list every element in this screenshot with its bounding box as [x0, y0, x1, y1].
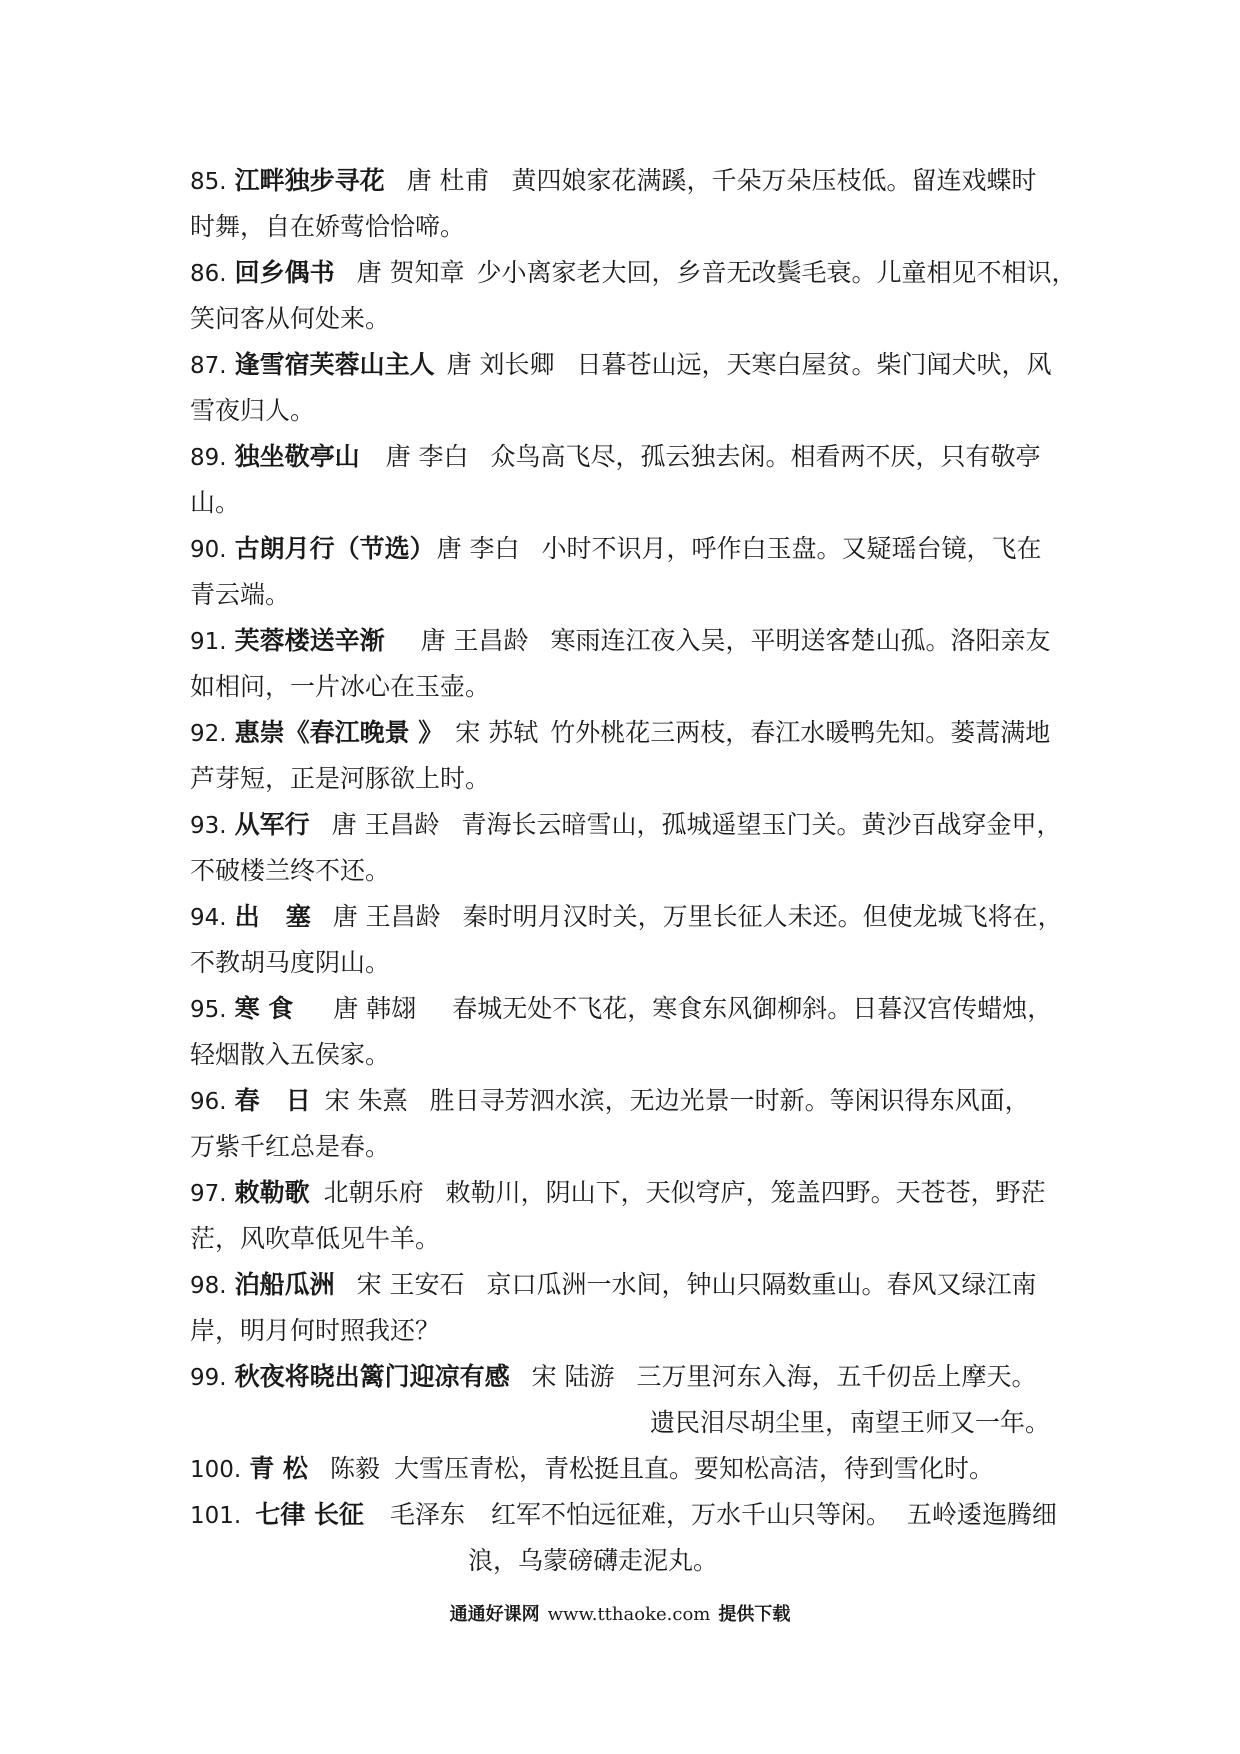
list-item-continuation [190, 1308, 1060, 1354]
poem-text: 春城无处不飞花，寒食东风御柳斜。日暮汉宫传蜡烛， [452, 994, 1053, 1023]
poem-author: 宋 朱熹 [324, 1086, 408, 1115]
list-item [190, 1078, 1060, 1124]
poem-text: 轻烟散入五侯家。 [190, 1040, 391, 1069]
poem-text: 敕勒川，阴山下，天似穹庐，笼盖四野。天苍苍，野茫 [445, 1178, 1046, 1207]
poem-author: 唐 李白 [385, 442, 469, 471]
entry-number: 85. [190, 169, 227, 195]
poem-author: 唐 刘长卿 [446, 350, 555, 379]
list-item [190, 1446, 1060, 1492]
poem-text: 众鸟高飞尽，孤云独去闲。相看两不厌，只有敬亭 [490, 442, 1041, 471]
list-item-continuation [190, 1400, 1060, 1446]
entry-number: 96. [190, 1089, 227, 1115]
list-item [190, 1262, 1060, 1308]
poem-title: 七律 长征 [255, 1500, 364, 1529]
list-item-continuation [190, 480, 1060, 526]
poem-title: 出 塞 [234, 902, 311, 931]
entry-number: 100. [190, 1457, 242, 1483]
poem-list [190, 158, 1077, 1584]
poem-text: 三万里河东入海，五千仞岳上摩天。 [636, 1362, 1037, 1391]
entry-number: 98. [190, 1273, 227, 1299]
entry-number: 86. [190, 261, 227, 287]
entry-number: 92. [190, 721, 227, 747]
poem-title: 芙蓉楼送辛渐 [234, 626, 385, 655]
poem-text: 遗民泪尽胡尘里，南望王师又一年。 [649, 1408, 1050, 1437]
poem-text: 京口瓜洲一水间，钟山只隔数重山。春风又绿江南 [486, 1270, 1037, 1299]
list-item [190, 1492, 1060, 1538]
poem-text: 万紫千红总是春。 [190, 1132, 391, 1161]
poem-text: 茫，风吹草低见牛羊。 [190, 1224, 441, 1253]
poem-text: 青云端。 [190, 580, 291, 609]
list-item [190, 342, 1060, 388]
list-item [190, 986, 1060, 1032]
entry-number: 87. [190, 353, 227, 379]
poem-author: 唐 韩翃 [333, 994, 417, 1023]
list-item [190, 618, 1060, 664]
list-item-continuation [190, 1124, 1060, 1170]
poem-text: 少小离家老大回，乡音无改鬓毛衰。儿童相见不相识， [476, 258, 1077, 287]
poem-title: 惠崇《春江晚景 》 [234, 718, 444, 747]
poem-title: 回乡偶书 [234, 258, 335, 287]
poem-title: 寒 食 [234, 994, 294, 1023]
poem-text: 雪夜归人。 [190, 396, 316, 425]
poem-author: 唐 王昌龄 [331, 810, 440, 839]
poem-text: 山。 [190, 488, 241, 517]
entry-number: 91. [190, 629, 227, 655]
list-item [190, 1170, 1060, 1216]
footer-url: www.tthaoke.com [547, 1604, 711, 1625]
poem-text: 日暮苍山远，天寒白屋贫。柴门闻犬吠，风 [576, 350, 1052, 379]
list-item [190, 802, 1060, 848]
poem-title: 青 松 [249, 1454, 308, 1483]
entry-number: 99. [190, 1365, 227, 1391]
list-item-continuation [190, 1538, 1060, 1584]
poem-text: 如相问，一片冰心在玉壶。 [190, 672, 491, 701]
poem-author: 唐 李白 [436, 534, 520, 563]
list-item-continuation [190, 664, 1060, 710]
poem-text: 黄四娘家花满蹊，千朵万朵压枝低。留连戏蝶时 [511, 166, 1037, 195]
list-item-continuation [190, 204, 1060, 250]
poem-text: 浪，乌蒙磅礴走泥丸。 [468, 1546, 719, 1575]
poem-title: 从军行 [234, 810, 310, 839]
poem-author: 宋 王安石 [356, 1270, 465, 1299]
poem-author: 唐 王昌龄 [420, 626, 529, 655]
poem-title: 泊船瓜洲 [234, 1270, 335, 1299]
poem-title: 逢雪宿芙蓉山主人 [234, 350, 435, 379]
poem-text: 青海长云暗雪山，孤城遥望玉门关。黄沙百战穿金甲， [461, 810, 1062, 839]
poem-title: 秋夜将晓出篱门迎凉有感 [234, 1362, 510, 1391]
poem-text: 岸，明月何时照我还？ [190, 1316, 441, 1345]
poem-text: 大雪压青松，青松挺且直。要知松高洁，待到雪化时。 [393, 1454, 994, 1483]
poem-text: 时舞，自在娇莺恰恰啼。 [190, 212, 466, 241]
poem-author: 宋 苏轼 [455, 718, 539, 747]
poem-text: 芦芽短，正是河豚欲上时。 [190, 764, 491, 793]
poem-text: 不教胡马度阴山。 [190, 948, 391, 977]
poem-author: 唐 贺知章 [356, 258, 465, 287]
list-item [190, 158, 1060, 204]
list-item [190, 526, 1060, 572]
poem-title: 独坐敬亭山 [234, 442, 360, 471]
entry-number: 89. [190, 445, 227, 471]
footer-site-name: 通通好课网 [449, 1604, 540, 1625]
poem-author: 宋 陆游 [531, 1362, 615, 1391]
poem-author: 唐 王昌龄 [332, 902, 441, 931]
entry-number: 90. [190, 537, 227, 563]
poem-author: 陈毅 [329, 1454, 380, 1483]
entry-number: 93. [190, 813, 227, 839]
list-item-continuation [190, 1216, 1060, 1262]
poem-title: 春 日 [234, 1086, 311, 1115]
list-item-continuation [190, 940, 1060, 986]
entry-number: 95. [190, 997, 227, 1023]
list-item [190, 1354, 1060, 1400]
poem-author: 唐 杜甫 [406, 166, 490, 195]
page-footer [0, 1600, 1240, 1626]
poem-text: 不破楼兰终不还。 [190, 856, 391, 885]
poem-text: 小时不识月，呼作白玉盘。又疑瑶台镜，飞在 [541, 534, 1042, 563]
list-item [190, 250, 1077, 296]
list-item-continuation [190, 1032, 1060, 1078]
poem-title: 古朗月行（节选） [234, 534, 435, 563]
list-item-continuation [190, 388, 1060, 434]
poem-title: 江畔独步寻花 [234, 166, 385, 195]
entry-number: 101. [190, 1503, 242, 1529]
poem-text: 秦时明月汉时关，万里长征人未还。但使龙城飞将在， [462, 902, 1063, 931]
poem-text: 红军不怕远征难，万水千山只等闲。 五岭逶迤腾细 [490, 1500, 1057, 1529]
list-item-continuation [190, 756, 1060, 802]
entry-number: 97. [190, 1181, 227, 1207]
list-item [190, 894, 1063, 940]
footer-note: 提供下载 [718, 1604, 791, 1625]
list-item-continuation [190, 296, 1060, 342]
poem-author: 毛泽东 [389, 1500, 465, 1529]
poem-text: 笑问客从何处来。 [190, 304, 391, 333]
poem-text: 胜日寻芳泗水滨，无边光景一时新。等闲识得东风面， [429, 1086, 1030, 1115]
poem-text: 竹外桃花三两枝，春江水暖鸭先知。蒌蒿满地 [550, 718, 1051, 747]
poem-author: 北朝乐府 [323, 1178, 424, 1207]
list-item-continuation [190, 572, 1060, 618]
list-item [190, 434, 1060, 480]
list-item [190, 710, 1060, 756]
poem-title: 敕勒歌 [234, 1178, 310, 1207]
poem-text: 寒雨连江夜入吴，平明送客楚山孤。洛阳亲友 [550, 626, 1051, 655]
list-item-continuation [190, 848, 1060, 894]
entry-number: 94. [190, 905, 227, 931]
